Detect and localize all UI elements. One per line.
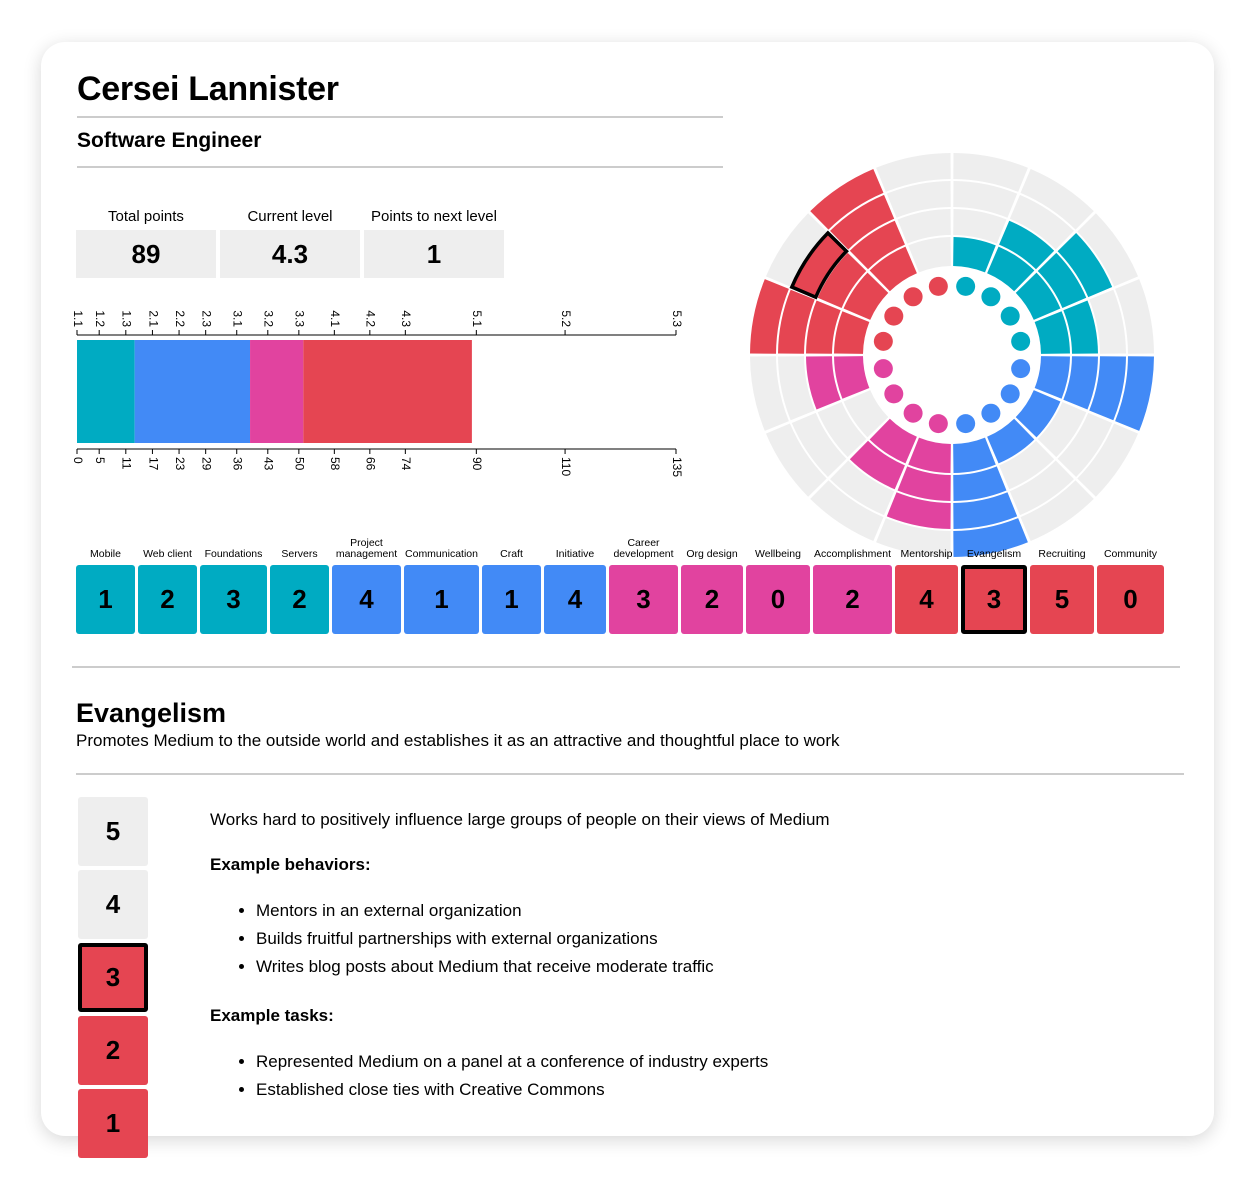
track-tile-craft[interactable] — [482, 534, 541, 634]
track-level-value[interactable]: 3 — [609, 565, 678, 634]
stat-points-to-next-level — [364, 208, 504, 278]
track-level-value[interactable]: 0 — [1097, 565, 1164, 634]
tasks-heading: Example tasks: — [210, 1006, 334, 1025]
top-tick-label: 1.1 — [70, 310, 85, 327]
track-tile-community[interactable] — [1097, 534, 1164, 634]
wheel-track-dot[interactable] — [884, 384, 903, 403]
wheel-cell[interactable] — [908, 237, 951, 272]
track-tile-foundations[interactable] — [200, 534, 267, 634]
wheel-cell[interactable] — [1035, 311, 1070, 354]
list-item: • Established close ties with Creative Commons — [256, 1076, 1170, 1104]
divider — [76, 773, 1184, 775]
progress-segment-strengthening — [303, 340, 472, 443]
track-level-value[interactable]: 1 — [404, 565, 479, 634]
track-label: Foundations — [204, 548, 263, 560]
track-level-value[interactable]: 2 — [681, 565, 743, 634]
wheel-track-dot[interactable] — [956, 277, 975, 296]
bottom-tick-label: 90 — [470, 457, 485, 471]
wheel-cell[interactable] — [834, 356, 869, 399]
track-label: Org design — [686, 548, 738, 560]
top-tick-label: 1.3 — [119, 310, 134, 327]
track-label: Recruiting — [1038, 548, 1086, 560]
track-level-value[interactable]: 3 — [961, 565, 1027, 634]
stat-total-points — [76, 208, 216, 278]
wheel-track-dot[interactable] — [1001, 384, 1020, 403]
level-summary: Works hard to positively influence large groups of people on their views of Medium — [210, 810, 830, 829]
track-label: Communication — [405, 548, 478, 560]
progress-segment-executing — [135, 340, 250, 443]
bottom-tick-label: 29 — [199, 457, 214, 471]
wheel-cell[interactable] — [953, 237, 996, 272]
track-label: Craft — [500, 548, 523, 560]
tasks-list — [210, 1048, 1170, 1104]
divider — [77, 116, 723, 118]
wheel-cell[interactable] — [834, 311, 869, 354]
wheel-track-dot[interactable] — [1001, 307, 1020, 326]
top-tick-label: 2.1 — [146, 310, 161, 327]
track-tile-evangelism[interactable] — [961, 534, 1027, 634]
wheel-track-dot[interactable] — [904, 404, 923, 423]
track-tile-project-management[interactable] — [332, 534, 401, 634]
wheel-cell[interactable] — [953, 438, 996, 473]
level-button-2[interactable]: 2 — [78, 1016, 148, 1085]
track-label: Career development — [613, 537, 674, 560]
bottom-tick-label: 17 — [146, 457, 161, 471]
track-tile-mentorship[interactable] — [895, 534, 958, 634]
stat-current-level — [220, 208, 360, 278]
level-button-5[interactable]: 5 — [78, 797, 148, 866]
career-ladder-card — [41, 42, 1214, 1136]
bottom-tick-label: 58 — [328, 457, 343, 471]
top-tick-label: 5.1 — [470, 310, 485, 327]
track-label: Community — [1103, 548, 1158, 560]
level-button-1[interactable]: 1 — [78, 1089, 148, 1158]
top-tick-label: 4.2 — [363, 310, 378, 327]
bottom-tick-label: 5 — [93, 457, 108, 464]
track-level-value[interactable]: 0 — [746, 565, 810, 634]
track-tile-mobile[interactable] — [76, 534, 135, 634]
wheel-track-dot[interactable] — [904, 287, 923, 306]
track-tile-career-development[interactable] — [609, 534, 678, 634]
wheel-cell[interactable] — [908, 438, 951, 473]
wheel-track-dot[interactable] — [1011, 359, 1030, 378]
bottom-tick-label: 135 — [669, 457, 684, 478]
top-tick-label: 4.1 — [328, 310, 343, 327]
person-name[interactable]: Cersei Lannister — [77, 70, 339, 108]
top-tick-label: 2.3 — [199, 310, 214, 327]
wheel-track-dot[interactable] — [1011, 332, 1030, 351]
track-level-value[interactable]: 1 — [76, 565, 135, 634]
track-level-value[interactable]: 2 — [270, 565, 329, 634]
bottom-tick-label: 36 — [230, 457, 245, 471]
wheel-track-dot[interactable] — [929, 277, 948, 296]
track-tile-accomplishment[interactable] — [813, 534, 892, 634]
track-label: Accomplishment — [813, 548, 892, 560]
level-button-4[interactable]: 4 — [78, 870, 148, 939]
bottom-tick-label: 0 — [70, 457, 85, 464]
track-level-value[interactable]: 5 — [1030, 565, 1094, 634]
list-item: • Mentors in an external organization — [256, 897, 1170, 925]
track-description: Promotes Medium to the outside world and establishes it as an attractive and thoughtful place to work — [76, 731, 840, 750]
level-selector — [78, 797, 148, 1138]
bottom-tick-label: 50 — [292, 457, 307, 471]
wheel-track-dot[interactable] — [956, 414, 975, 433]
stat-value: 1 — [364, 230, 504, 278]
progress-segment-supporting — [250, 340, 303, 443]
divider — [77, 166, 723, 168]
track-label: Wellbeing — [755, 548, 801, 560]
track-tile-communication[interactable] — [404, 534, 479, 634]
stat-value: 4.3 — [220, 230, 360, 278]
points-progress-bar — [41, 297, 701, 487]
track-tile-org-design[interactable] — [681, 534, 743, 634]
top-tick-label: 2.2 — [172, 310, 187, 327]
bottom-tick-label: 66 — [363, 457, 378, 471]
bottom-tick-label: 110 — [558, 457, 573, 477]
track-label: Mobile — [90, 548, 121, 560]
stat-label: Current level — [247, 208, 333, 225]
bottom-tick-label: 43 — [261, 457, 276, 471]
track-title: Evangelism — [76, 698, 227, 728]
divider — [72, 666, 1180, 668]
track-tile-wellbeing[interactable] — [746, 534, 810, 634]
track-tile-initiative[interactable] — [544, 534, 606, 634]
track-tile-recruiting[interactable] — [1030, 534, 1094, 634]
track-label: Initiative — [555, 548, 595, 560]
level-detail — [210, 810, 1170, 1099]
wheel-track-dot[interactable] — [874, 332, 893, 351]
behaviors-heading: Example behaviors: — [210, 855, 371, 874]
track-wheel-chart — [742, 145, 1162, 565]
behaviors-list — [210, 897, 1170, 981]
wheel-track-dot[interactable] — [929, 414, 948, 433]
wheel-track-dot[interactable] — [874, 359, 893, 378]
wheel-track-dot[interactable] — [981, 287, 1000, 306]
top-tick-label: 4.3 — [399, 310, 414, 327]
track-label: Project management — [335, 537, 398, 560]
track-label: Evangelism — [966, 548, 1022, 560]
track-level-value[interactable]: 3 — [200, 565, 267, 634]
track-label: Servers — [281, 548, 318, 560]
top-tick-label: 5.2 — [558, 310, 573, 327]
bottom-tick-label: 74 — [399, 457, 414, 471]
track-label: Web client — [143, 548, 192, 560]
track-level-value[interactable]: 4 — [895, 565, 958, 634]
top-tick-label: 3.2 — [261, 310, 276, 327]
list-item: • Represented Medium on a panel at a conference of industry experts — [256, 1048, 1170, 1076]
track-label: Mentorship — [900, 548, 953, 560]
bottom-tick-label: 11 — [119, 457, 134, 470]
top-tick-label: 3.3 — [292, 310, 307, 327]
track-level-value[interactable]: 2 — [813, 565, 892, 634]
top-tick-label: 5.3 — [669, 310, 684, 327]
track-level-value[interactable]: 2 — [138, 565, 197, 634]
wheel-track-dot[interactable] — [981, 404, 1000, 423]
track-tile-web-client[interactable] — [138, 534, 197, 634]
person-title[interactable]: Software Engineer — [77, 129, 262, 152]
wheel-track-dot[interactable] — [884, 307, 903, 326]
track-level-value[interactable]: 4 — [544, 565, 606, 634]
stat-label: Points to next level — [371, 208, 497, 225]
track-level-value[interactable]: 4 — [332, 565, 401, 634]
stat-value: 89 — [76, 230, 216, 278]
level-button-3[interactable]: 3 — [78, 943, 148, 1012]
list-item: • Builds fruitful partnerships with external organizations — [256, 925, 1170, 953]
track-level-value[interactable]: 1 — [482, 565, 541, 634]
bottom-tick-label: 23 — [172, 457, 187, 471]
wheel-cell[interactable] — [1035, 356, 1070, 399]
list-item: • Writes blog posts about Medium that receive moderate traffic — [256, 953, 1170, 981]
track-tile-servers[interactable] — [270, 534, 329, 634]
top-tick-label: 3.1 — [230, 310, 245, 327]
progress-segment-building — [77, 340, 135, 443]
stat-label: Total points — [108, 208, 184, 225]
top-tick-label: 1.2 — [93, 310, 108, 327]
